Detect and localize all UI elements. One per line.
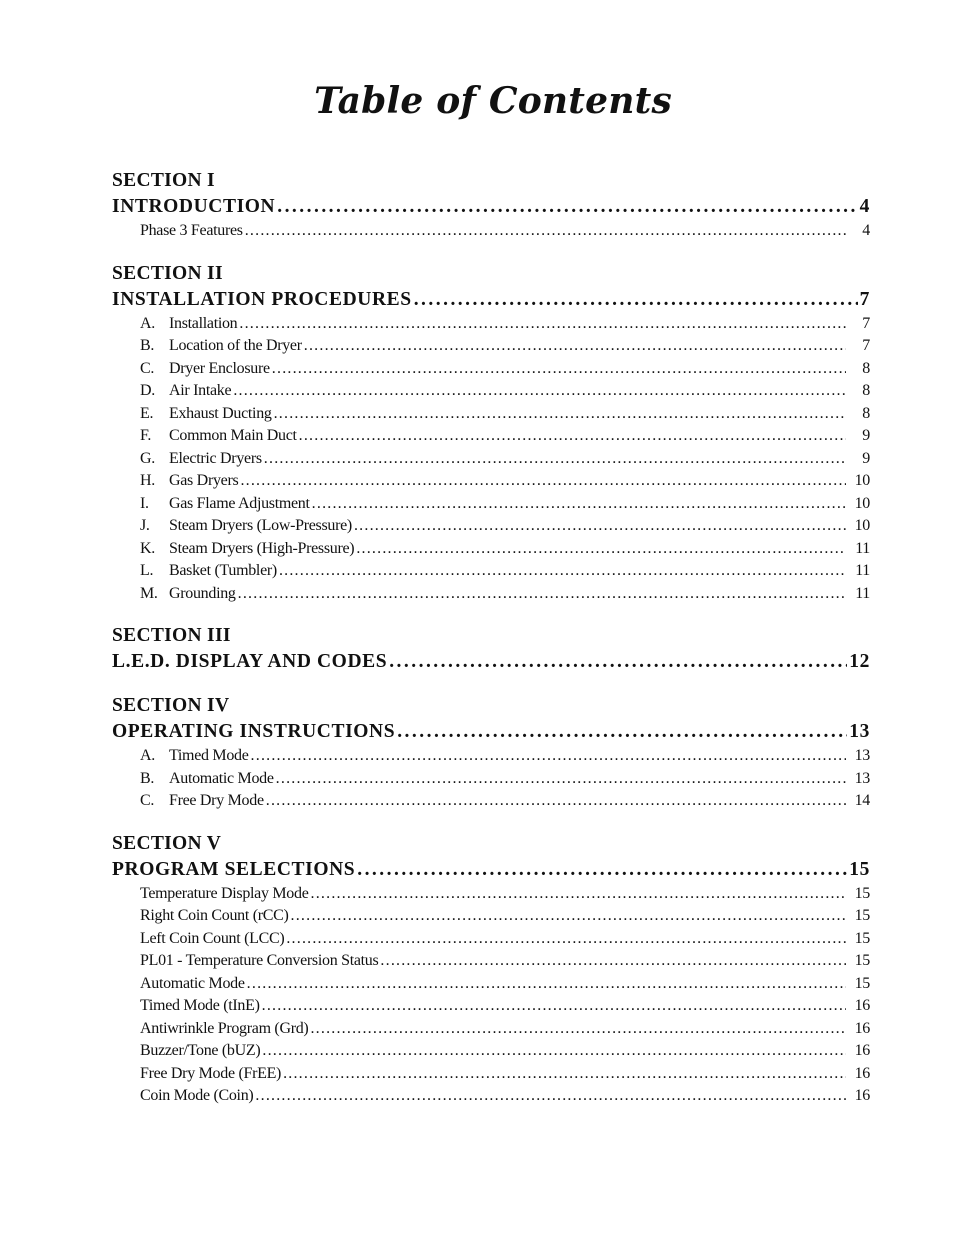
entry-page-number: 4 <box>862 222 870 239</box>
entry-page-number: 10 <box>854 517 870 534</box>
entry-title: Grounding <box>169 584 236 602</box>
entry-title: Steam Dryers (High-Pressure) <box>169 539 355 557</box>
toc-entry[interactable] <box>112 313 870 336</box>
dot-leader <box>255 1085 846 1108</box>
section-page-number: 15 <box>849 858 870 880</box>
entry-title: Right Coin Count (rCC) <box>140 907 289 924</box>
section-heading-entry[interactable] <box>112 194 870 220</box>
dot-leader <box>304 335 846 358</box>
section-spacer <box>112 243 870 261</box>
section-label: SECTION V <box>112 832 222 854</box>
toc-entry[interactable] <box>112 493 870 516</box>
toc-section <box>112 168 870 243</box>
entry-letter: I. <box>140 494 149 512</box>
section-label: SECTION II <box>112 262 223 284</box>
toc-entry[interactable] <box>112 1063 870 1086</box>
toc-entry[interactable] <box>112 425 870 448</box>
entry-title: Dryer Enclosure <box>169 359 270 377</box>
section-page-number: 4 <box>859 196 870 217</box>
dot-leader <box>283 1063 846 1086</box>
dot-leader <box>233 380 846 403</box>
toc-entry[interactable] <box>112 583 870 606</box>
dot-leader <box>389 649 847 675</box>
entry-page-number: 11 <box>855 584 870 602</box>
entry-page-number: 15 <box>854 974 870 992</box>
toc-entry[interactable] <box>112 928 870 951</box>
dot-leader <box>380 950 846 973</box>
dot-leader <box>356 538 846 561</box>
entry-title: Installation <box>169 314 238 332</box>
toc-entry[interactable] <box>112 950 870 973</box>
entry-page-number: 8 <box>862 382 870 399</box>
toc-section <box>112 693 870 813</box>
toc-entry[interactable] <box>112 380 870 403</box>
dot-leader <box>276 768 846 791</box>
entry-page-number: 16 <box>854 1042 870 1059</box>
toc-entry[interactable] <box>112 358 870 381</box>
toc-entry[interactable] <box>112 403 870 426</box>
entry-page-number: 16 <box>854 1064 870 1082</box>
dot-leader <box>247 973 846 996</box>
section-heading: INSTALLATION PROCEDURES <box>112 288 412 310</box>
dot-leader <box>262 1040 846 1063</box>
entry-title: Gas Flame Adjustment <box>169 494 310 512</box>
dot-leader <box>274 403 846 426</box>
toc-entry[interactable] <box>112 790 870 813</box>
section-label: SECTION III <box>112 625 231 646</box>
entry-title: Steam Dryers (Low-Pressure) <box>169 517 352 534</box>
toc-entry[interactable] <box>112 745 870 768</box>
entry-page-number: 15 <box>854 907 870 924</box>
entry-page-number: 11 <box>855 562 870 579</box>
entry-title: PL01 - Temperature Conversion Status <box>140 952 379 969</box>
section-label: SECTION I <box>112 170 215 191</box>
section-label: SECTION IV <box>112 695 230 716</box>
entry-page-number: 10 <box>854 472 870 489</box>
dot-leader <box>266 790 846 813</box>
entry-letter: C. <box>140 359 155 377</box>
toc-entry[interactable] <box>112 515 870 538</box>
entry-page-number: 16 <box>854 1087 870 1104</box>
dot-leader <box>251 745 846 768</box>
entry-title: Timed Mode (tInE) <box>140 997 260 1014</box>
section-heading-entry[interactable] <box>112 287 870 313</box>
toc-entry[interactable] <box>112 973 870 996</box>
section-heading: L.E.D. DISPLAY AND CODES <box>112 651 388 672</box>
entry-page-number: 8 <box>862 404 870 422</box>
entry-title: Exhaust Ducting <box>169 404 272 422</box>
dot-leader <box>310 1018 846 1041</box>
dot-leader <box>286 928 846 951</box>
toc-section <box>112 623 870 675</box>
entry-title: Basket (Tumbler) <box>169 562 277 579</box>
dot-leader <box>414 287 858 313</box>
entry-title: Air Intake <box>169 382 232 399</box>
toc-section <box>112 261 870 606</box>
section-page-number: 7 <box>859 288 870 310</box>
dot-leader <box>397 719 847 745</box>
section-spacer <box>112 605 870 623</box>
entry-page-number: 16 <box>854 997 870 1014</box>
dot-leader <box>277 194 857 220</box>
entry-page-number: 15 <box>854 952 870 969</box>
toc-entry[interactable] <box>112 560 870 583</box>
entry-letter: A. <box>140 747 155 764</box>
entry-page-number: 15 <box>854 929 870 947</box>
section-heading-entry[interactable] <box>112 719 870 745</box>
entry-letter: F. <box>140 427 152 444</box>
toc-entry[interactable] <box>112 470 870 493</box>
section-page-number: 13 <box>849 721 870 742</box>
table-of-contents <box>112 168 870 1108</box>
entry-letter: J. <box>140 517 150 534</box>
section-heading-entry[interactable] <box>112 857 870 883</box>
dot-leader <box>354 515 846 538</box>
entry-letter: M. <box>140 584 158 602</box>
toc-entry[interactable] <box>112 335 870 358</box>
toc-entry[interactable] <box>112 768 870 791</box>
toc-entry[interactable] <box>112 220 870 243</box>
dot-leader <box>312 493 846 516</box>
dot-leader <box>262 995 846 1018</box>
dot-leader <box>238 583 846 606</box>
entry-letter: B. <box>140 337 155 354</box>
entry-page-number: 9 <box>862 449 870 467</box>
entry-page-number: 8 <box>862 359 870 377</box>
page-title: Table of Contents <box>314 80 672 122</box>
entry-title: Free Dry Mode (FrEE) <box>140 1064 282 1082</box>
dot-leader <box>299 425 846 448</box>
entry-page-number: 11 <box>855 539 870 557</box>
entry-letter: D. <box>140 382 155 399</box>
entry-title: Antiwrinkle Program (Grd) <box>140 1019 309 1037</box>
entry-title: Automatic Mode <box>140 974 245 992</box>
entry-page-number: 15 <box>854 884 870 902</box>
dot-leader <box>311 883 846 906</box>
entry-page-number: 13 <box>854 747 870 764</box>
section-heading: PROGRAM SELECTIONS <box>112 858 356 880</box>
dot-leader <box>264 448 846 471</box>
entry-title: Buzzer/Tone (bUZ) <box>140 1042 261 1059</box>
entry-title: Coin Mode (Coin) <box>140 1087 254 1104</box>
dot-leader <box>279 560 846 583</box>
entry-page-number: 9 <box>862 427 870 444</box>
entry-letter: A. <box>140 314 155 332</box>
entry-title: Temperature Display Mode <box>140 884 309 902</box>
entry-letter: E. <box>140 404 154 422</box>
entry-page-number: 10 <box>854 494 870 512</box>
entry-title: Common Main Duct <box>169 427 297 444</box>
entry-page-number: 14 <box>854 792 870 809</box>
entry-title: Timed Mode <box>169 747 249 764</box>
entry-title: Left Coin Count (LCC) <box>140 929 285 947</box>
toc-entry[interactable] <box>112 995 870 1018</box>
section-heading-entry[interactable] <box>112 649 870 675</box>
entry-title: Electric Dryers <box>169 449 262 467</box>
entry-page-number: 7 <box>862 337 870 354</box>
section-page-number: 12 <box>849 651 870 672</box>
toc-entry[interactable] <box>112 448 870 471</box>
toc-entry[interactable] <box>112 538 870 561</box>
section-spacer <box>112 813 870 831</box>
section-heading: OPERATING INSTRUCTIONS <box>112 721 396 742</box>
entry-letter: H. <box>140 472 155 489</box>
section-heading: INTRODUCTION <box>112 196 276 217</box>
entry-letter: B. <box>140 769 155 787</box>
entry-letter: K. <box>140 539 155 557</box>
entry-page-number: 16 <box>854 1019 870 1037</box>
dot-leader <box>245 220 846 243</box>
entry-title: Phase 3 Features <box>140 222 243 239</box>
entry-letter: G. <box>140 449 155 467</box>
toc-entry[interactable] <box>112 1018 870 1041</box>
entry-title: Free Dry Mode <box>169 792 264 809</box>
dot-leader <box>239 313 846 336</box>
dot-leader <box>272 358 846 381</box>
dot-leader <box>291 905 846 928</box>
entry-title: Automatic Mode <box>169 769 274 787</box>
toc-entry[interactable] <box>112 905 870 928</box>
dot-leader <box>357 857 847 883</box>
entry-title: Gas Dryers <box>169 472 239 489</box>
toc-entry[interactable] <box>112 883 870 906</box>
entry-page-number: 13 <box>854 769 870 787</box>
toc-entry[interactable] <box>112 1085 870 1108</box>
entry-letter: L. <box>140 562 154 579</box>
section-spacer <box>112 675 870 693</box>
entry-page-number: 7 <box>862 314 870 332</box>
entry-letter: C. <box>140 792 155 809</box>
dot-leader <box>240 470 846 493</box>
toc-section <box>112 831 870 1108</box>
entry-title: Location of the Dryer <box>169 337 302 354</box>
toc-entry[interactable] <box>112 1040 870 1063</box>
